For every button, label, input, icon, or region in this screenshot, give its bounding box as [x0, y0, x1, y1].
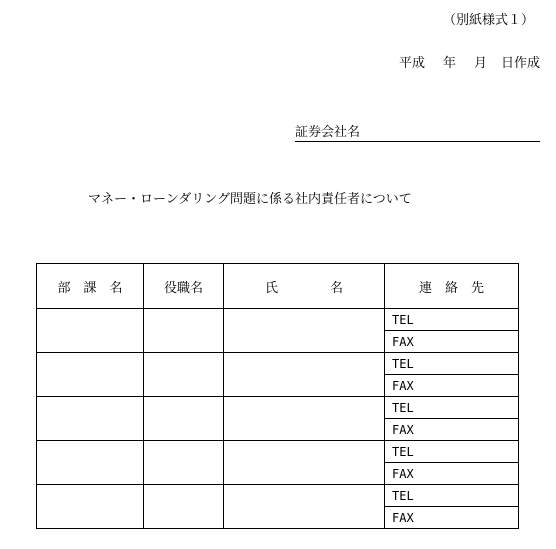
cell-tel[interactable]: TEL	[385, 309, 519, 331]
cell-position[interactable]	[144, 353, 224, 397]
table-header-row	[37, 264, 519, 309]
header-contact: 連 絡 先	[385, 264, 519, 309]
responsible-person-table	[36, 263, 519, 529]
header-name: 氏 名	[224, 264, 385, 309]
month-label: 月	[473, 56, 487, 71]
cell-tel[interactable]: TEL	[385, 397, 519, 419]
cell-name[interactable]	[224, 485, 385, 529]
cell-fax[interactable]: FAX	[385, 463, 519, 485]
cell-dept[interactable]	[37, 441, 144, 485]
company-name-field: 証券会社名	[295, 121, 540, 142]
cell-name[interactable]	[224, 353, 385, 397]
cell-position[interactable]	[144, 397, 224, 441]
cell-position[interactable]	[144, 441, 224, 485]
cell-dept[interactable]	[37, 397, 144, 441]
table-row	[37, 485, 519, 507]
table-row	[37, 397, 519, 419]
cell-name[interactable]	[224, 397, 385, 441]
table-row	[37, 441, 519, 463]
cell-fax[interactable]: FAX	[385, 419, 519, 441]
cell-tel[interactable]: TEL	[385, 485, 519, 507]
header-position: 役職名	[144, 264, 224, 309]
creation-date-line	[399, 52, 540, 71]
table-row	[37, 353, 519, 375]
cell-name[interactable]	[224, 441, 385, 485]
table-row	[37, 309, 519, 331]
day-created-label: 日作成	[500, 56, 540, 71]
era-label: 平成	[398, 56, 425, 71]
cell-fax[interactable]: FAX	[385, 507, 519, 529]
cell-dept[interactable]	[37, 485, 144, 529]
cell-dept[interactable]	[37, 309, 144, 353]
cell-name[interactable]	[224, 309, 385, 353]
form-label: （別紙様式１）	[442, 13, 534, 28]
cell-fax[interactable]: FAX	[385, 331, 519, 353]
document-title: マネー・ローンダリング問題に係る社内責任者について	[88, 192, 412, 207]
cell-position[interactable]	[144, 309, 224, 353]
cell-fax[interactable]: FAX	[385, 375, 519, 397]
year-label: 年	[442, 56, 456, 71]
cell-tel[interactable]: TEL	[385, 441, 519, 463]
cell-tel[interactable]: TEL	[385, 353, 519, 375]
cell-position[interactable]	[144, 485, 224, 529]
cell-dept[interactable]	[37, 353, 144, 397]
header-department: 部 課 名	[37, 264, 144, 309]
